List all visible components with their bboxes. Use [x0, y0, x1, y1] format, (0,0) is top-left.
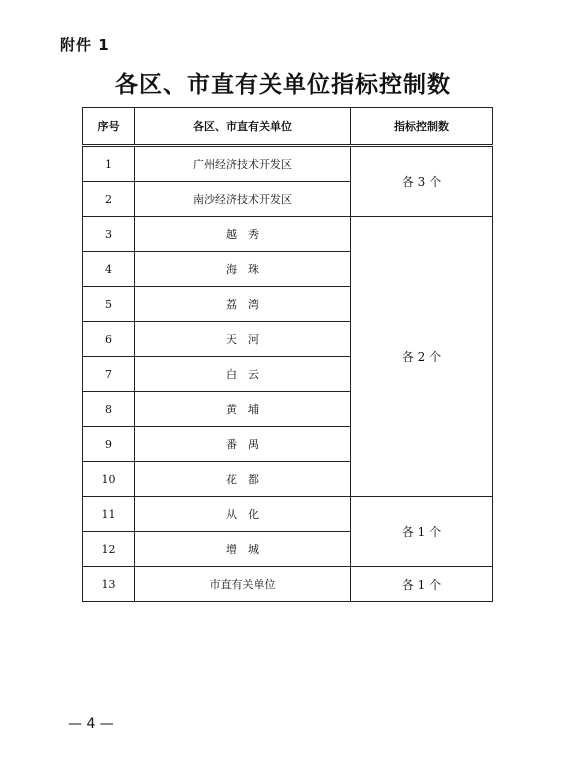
- table-row: [83, 217, 493, 252]
- row-unit: 荔 湾: [135, 287, 351, 322]
- row-index: 10: [83, 462, 135, 497]
- table-row: [83, 146, 493, 182]
- row-unit: 南沙经济技术开发区: [135, 182, 351, 217]
- table-header-row: [83, 108, 493, 146]
- row-unit: 海 珠: [135, 252, 351, 287]
- page-title: 各区、市直有关单位指标控制数: [115, 72, 451, 98]
- page-number: — 4 —: [68, 716, 114, 732]
- row-index: 11: [83, 497, 135, 532]
- row-index: 4: [83, 252, 135, 287]
- row-unit: 天 河: [135, 322, 351, 357]
- row-unit: 增 城: [135, 532, 351, 567]
- row-index: 13: [83, 567, 135, 602]
- row-unit: 黄 埔: [135, 392, 351, 427]
- row-index: 5: [83, 287, 135, 322]
- row-unit: 越 秀: [135, 217, 351, 252]
- row-unit: 花 都: [135, 462, 351, 497]
- table-row: [83, 497, 493, 532]
- row-unit: 白 云: [135, 357, 351, 392]
- row-index: 3: [83, 217, 135, 252]
- quota-cell: 各 1 个: [351, 497, 493, 567]
- quota-table: [82, 107, 493, 602]
- attachment-label: 附件 1: [60, 36, 110, 54]
- row-unit: 市直有关单位: [135, 567, 351, 602]
- row-index: 12: [83, 532, 135, 567]
- table-row: [83, 567, 493, 602]
- header-quota: 指标控制数: [351, 108, 493, 146]
- row-unit: 广州经济技术开发区: [135, 146, 351, 182]
- row-index: 2: [83, 182, 135, 217]
- row-unit: 番 禺: [135, 427, 351, 462]
- row-unit: 从 化: [135, 497, 351, 532]
- header-unit: 各区、市直有关单位: [135, 108, 351, 146]
- quota-cell: 各 2 个: [351, 217, 493, 497]
- quota-cell: 各 3 个: [351, 146, 493, 217]
- row-index: 9: [83, 427, 135, 462]
- row-index: 1: [83, 146, 135, 182]
- row-index: 8: [83, 392, 135, 427]
- row-index: 7: [83, 357, 135, 392]
- quota-cell: 各 1 个: [351, 567, 493, 602]
- row-index: 6: [83, 322, 135, 357]
- header-index: 序号: [83, 108, 135, 146]
